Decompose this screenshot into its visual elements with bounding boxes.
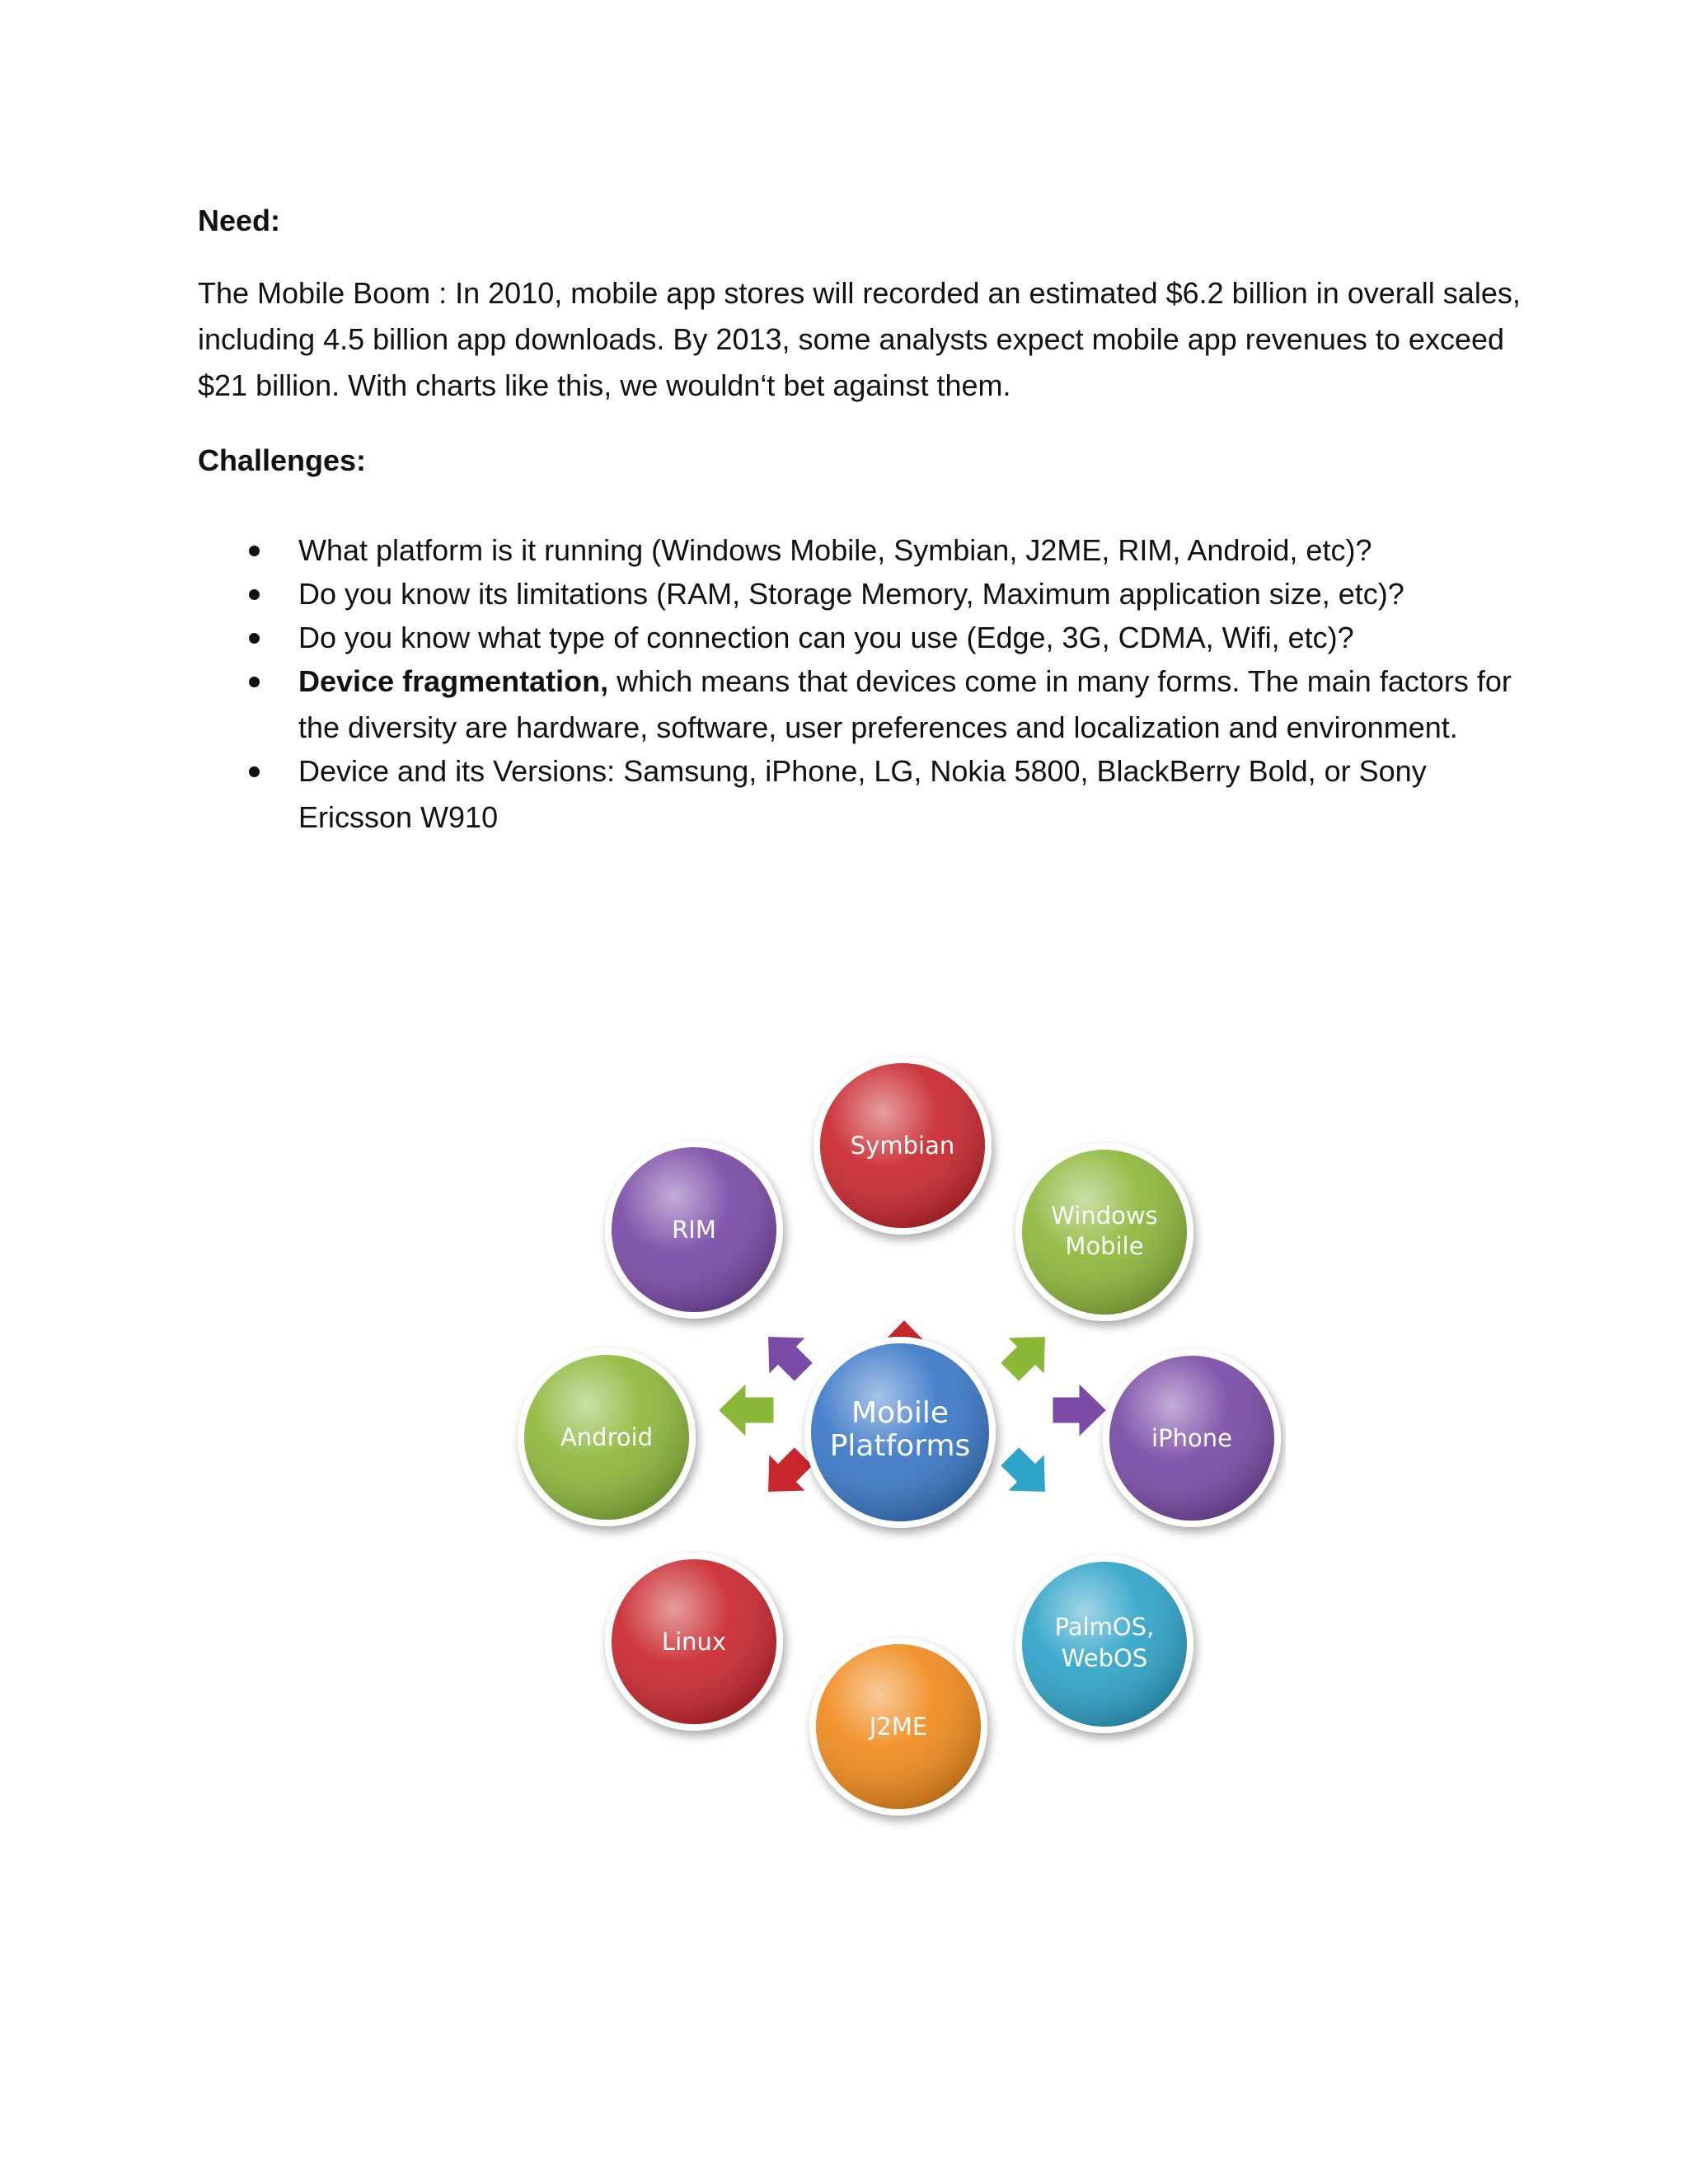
- list-item-text: What platform is it running (Windows Mobile, Symbian, J2ME, RIM, Android, etc)?: [298, 533, 1372, 567]
- node-rim: [605, 1141, 783, 1319]
- node-symbian: [814, 1057, 992, 1235]
- node-android: [518, 1348, 696, 1526]
- node-label: RIM: [672, 1216, 716, 1244]
- bullet-icon: [249, 633, 260, 644]
- bullet-icon: [249, 766, 260, 777]
- list-item: [198, 527, 1533, 574]
- center-node-label-line1: Mobile: [851, 1396, 950, 1430]
- list-item-bold-text: Device fragmentation,: [298, 664, 609, 698]
- center-node-label-line2: Platforms: [829, 1429, 971, 1463]
- node-windows-mobile: [1015, 1143, 1193, 1321]
- node-label: Linux: [661, 1628, 727, 1656]
- bullet-icon: [249, 589, 260, 600]
- node-label: Android: [560, 1423, 654, 1451]
- arrow-up-left-icon: [748, 1316, 824, 1393]
- arrow-left-icon: [717, 1381, 775, 1439]
- need-heading: Need:: [198, 204, 281, 237]
- arrow-up-right-icon: [989, 1316, 1066, 1393]
- challenges-list: [198, 527, 1533, 843]
- node-label: J2ME: [869, 1713, 928, 1741]
- list-item: [198, 571, 1533, 617]
- list-item: [198, 658, 1533, 751]
- need-paragraph: The Mobile Boom : In 2010, mobile app stores will recorded an estimated $6.2 billion in overall sales, including 4.5 billion app downloads. By 2013, some analysts expect mobile app revenues to exceed $21 billion. With charts like this, we wouldn‘t bet against them.: [198, 276, 1521, 402]
- node-label-line2: Mobile: [1065, 1232, 1144, 1260]
- list-item-text: Do you know what type of connection can you use (Edge, 3G, CDMA, Wifi, etc)?: [298, 621, 1354, 654]
- list-item: [198, 615, 1533, 661]
- list-item-text: Do you know its limitations (RAM, Storage Memory, Maximum application size, etc)?: [298, 577, 1404, 611]
- node-linux: [605, 1553, 783, 1731]
- bullet-icon: [249, 677, 260, 687]
- node-label-line1: Windows: [1051, 1202, 1158, 1230]
- list-item: [198, 748, 1533, 841]
- mobile-platforms-diagram: [495, 1038, 1286, 1846]
- node-palmos-webos: [1015, 1555, 1193, 1733]
- node-label: iPhone: [1151, 1424, 1232, 1452]
- diagram-svg: [495, 1038, 1286, 1846]
- list-item-text: which means that devices come in many forms. The main factors for the diversity are hardware, software, user preferences and localization and environment.: [298, 664, 1512, 744]
- center-node: [804, 1337, 996, 1528]
- arrow-down-right-icon: [989, 1436, 1066, 1512]
- node-iphone: [1103, 1349, 1281, 1527]
- arrow-right-icon: [1052, 1381, 1108, 1439]
- node-label: Symbian: [850, 1132, 955, 1160]
- list-item-text: Device and its Versions: Samsung, iPhone, LG, Nokia 5800, BlackBerry Bold, or Sony Ericsson W910: [298, 754, 1427, 834]
- bullet-icon: [249, 546, 260, 556]
- node-label-line2: WebOS: [1061, 1644, 1148, 1672]
- challenges-heading: Challenges:: [198, 443, 367, 477]
- node-label-line1: PalmOS,: [1054, 1613, 1155, 1641]
- node-j2me: [809, 1638, 987, 1816]
